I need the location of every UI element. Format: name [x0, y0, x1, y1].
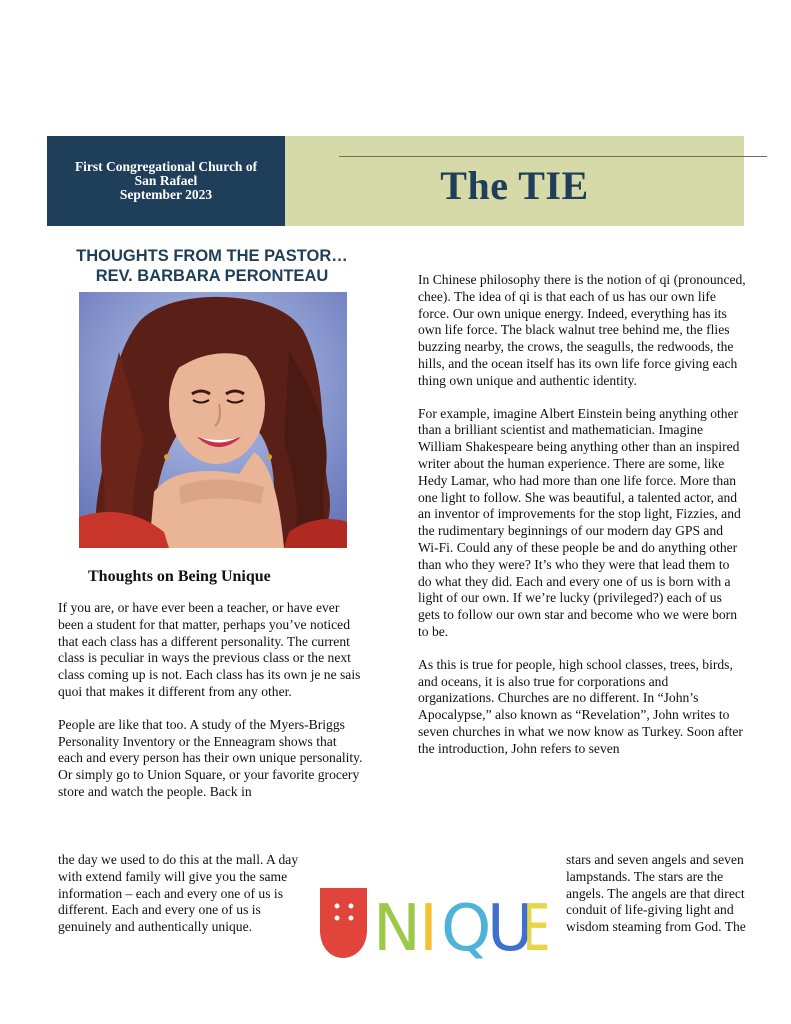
church-city: San Rafael [134, 173, 198, 188]
masthead-org-block [47, 136, 285, 226]
unique-u-dot [349, 904, 354, 909]
unique-letter: E [523, 892, 550, 966]
unique-graphic [315, 880, 550, 966]
church-name: First Congregational Church of [74, 159, 258, 174]
unique-letter: N [373, 892, 421, 966]
masthead-rule [339, 156, 767, 157]
right-paragraph-3: As this is true for people, high school classes, trees, birds, and oceans, it is also true for corporations and organizations. Churches are no different. In “John’s Apocalypse,” also known as “Revelation”, John writes to seven churches in what we now know as Turkey. Soon after the introduction, John refers to seven [418, 656, 743, 756]
masthead [47, 136, 744, 226]
newsletter-title: The TIE [440, 163, 589, 208]
unique-u-dot [335, 904, 340, 909]
right-column-wrap [566, 852, 746, 936]
right-paragraph-1: In Chinese philosophy there is the notion of qi (pronounced, chee). The idea of qi is that each of us has our own life force. Our own unique energy. Indeed, everything has its own life force. The black walnut tree behind me, the flies buzzing nearby, the crows, the seagulls, the redwoods, the hills, and the ocean itself has its own life force giving each thing own unique and authentic identity. [418, 272, 746, 388]
left-paragraph-2-continued: the day we used to do this at the mall. A day with extend family will give you the same information – each and every one of us is different. Each and every one of us is genuinely and authentically unique. [58, 852, 299, 935]
left-paragraph-1: If you are, or have ever been a teacher, or have ever been a student for that matter, perhaps you’ve noticed that each class has a different personality. The current class is peculiar in ways the previous class or the next class coming up is not. Each class has its own je ne sais quoi that makes it different from any other. [58, 600, 361, 699]
right-paragraph-3-continued: stars and seven angels and seven lampstands. The stars are the angels. The angels are that direct conduit of life-giving light and wisdom steaming from God. The [566, 852, 746, 935]
unique-u-dot [335, 916, 340, 921]
left-column-wrap [58, 852, 302, 936]
unique-letter: I [419, 892, 438, 966]
unique-letter: U [487, 892, 534, 966]
left-column [58, 600, 364, 801]
unique-u-dot [349, 916, 354, 921]
pastor-photo [79, 292, 347, 548]
pastor-heading-line1: THOUGHTS FROM THE PASTOR… [76, 247, 348, 265]
unique-u-shield [320, 888, 367, 958]
right-column [418, 272, 746, 758]
issue-date: September 2023 [119, 187, 213, 202]
right-paragraph-2: For example, imagine Albert Einstein being anything other than a brilliant scientist and mathematician. Imagine William Shakespeare being anything other than an inspired writer about the human experience. There are some, like Hedy Lamar, who had more than one life force. More than one light to follow. She was beautiful, a talented actor, and an inventor of improvements for the stop light, Fizzies, and the rudimentary beginnings of our modern day GPS and Wi-Fi. Could any of these people be and do anything other than who they were? It’s who they were that lead them to do what they did. Each and every one of us is born with a light of our own. If we’re lucky (privileged?) each of us gets to follow our own star and become who we were born to be. [418, 405, 741, 639]
pastor-heading [47, 246, 377, 286]
pastor-heading-line2: REV. BARBARA PERONTEAU [95, 267, 329, 285]
left-paragraph-2: People are like that too. A study of the Myers-Briggs Personality Inventory or the Enneagram shows that each and every person has their own unique personality. Or simply go to Union Square, or your favorite grocery store and watch the people. Back in [58, 716, 363, 799]
unique-letter: Q [441, 892, 492, 966]
article-title: Thoughts on Being Unique [88, 568, 271, 585]
